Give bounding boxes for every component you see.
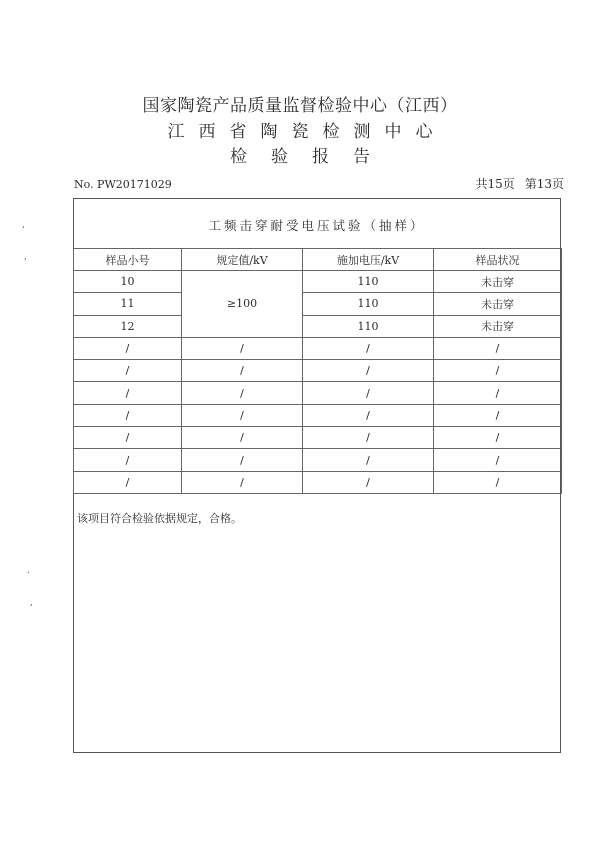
empty-cell: / (303, 360, 434, 382)
empty-cell: / (74, 404, 182, 426)
sample-number: 10 (74, 271, 182, 293)
empty-cell: / (434, 337, 562, 359)
total-pages: 共15页 (475, 177, 515, 191)
empty-cell: / (182, 337, 303, 359)
column-header: 样品小号 (74, 249, 182, 271)
institution-name: 国家陶瓷产品质量监督检验中心（江西） (142, 96, 458, 116)
sample-number: 12 (74, 315, 182, 337)
current-page: 第13页 (524, 177, 564, 191)
empty-cell: / (74, 427, 182, 449)
report-frame (73, 198, 561, 753)
margin-mark: , (22, 220, 25, 230)
table-row (74, 293, 562, 315)
applied-voltage: 110 (303, 293, 434, 315)
applied-voltage: 110 (303, 271, 434, 293)
column-header: 施加电压/kV (303, 249, 434, 271)
table-row (74, 315, 562, 337)
empty-cell: / (303, 427, 434, 449)
empty-row (74, 382, 562, 404)
empty-row (74, 449, 562, 471)
column-header: 样品状况 (434, 249, 562, 271)
empty-cell: / (434, 382, 562, 404)
table-row (74, 271, 562, 293)
empty-cell: / (434, 360, 562, 382)
sample-number: 11 (74, 293, 182, 315)
margin-mark: , (24, 252, 27, 262)
conclusion-text: 该项目符合检验依据规定，合格。 (77, 512, 242, 525)
report-number: No. PW20171029 (74, 178, 172, 191)
empty-cell: / (74, 337, 182, 359)
spec-value: ≥100 (182, 271, 303, 338)
center-name: 江西省陶瓷检测中心 (167, 122, 447, 142)
empty-cell: / (74, 471, 182, 493)
empty-cell: / (434, 427, 562, 449)
empty-cell: / (434, 404, 562, 426)
empty-cell: / (74, 449, 182, 471)
empty-cell: / (303, 382, 434, 404)
report-title: 检验报告 (230, 147, 394, 167)
empty-row (74, 427, 562, 449)
empty-cell: / (303, 449, 434, 471)
empty-cell: / (74, 382, 182, 404)
empty-cell: / (303, 337, 434, 359)
margin-mark: . (27, 566, 30, 576)
empty-cell: / (182, 427, 303, 449)
column-header: 规定值/kV (182, 249, 303, 271)
margin-mark: , (30, 598, 33, 608)
empty-row (74, 337, 562, 359)
empty-cell: / (303, 404, 434, 426)
empty-row (74, 471, 562, 493)
empty-cell: / (434, 471, 562, 493)
test-table (73, 248, 562, 494)
sample-status: 未击穿 (434, 315, 562, 337)
table-header-row (74, 249, 562, 271)
empty-cell: / (182, 449, 303, 471)
empty-cell: / (74, 360, 182, 382)
page-info (465, 175, 564, 192)
empty-cell: / (182, 404, 303, 426)
empty-row (74, 360, 562, 382)
applied-voltage: 110 (303, 315, 434, 337)
test-title: 工频击穿耐受电压试验（抽样） (74, 199, 560, 249)
empty-cell: / (434, 449, 562, 471)
empty-cell: / (182, 360, 303, 382)
empty-cell: / (182, 382, 303, 404)
sample-status: 未击穿 (434, 293, 562, 315)
empty-cell: / (182, 471, 303, 493)
empty-row (74, 404, 562, 426)
empty-cell: / (303, 471, 434, 493)
sample-status: 未击穿 (434, 271, 562, 293)
